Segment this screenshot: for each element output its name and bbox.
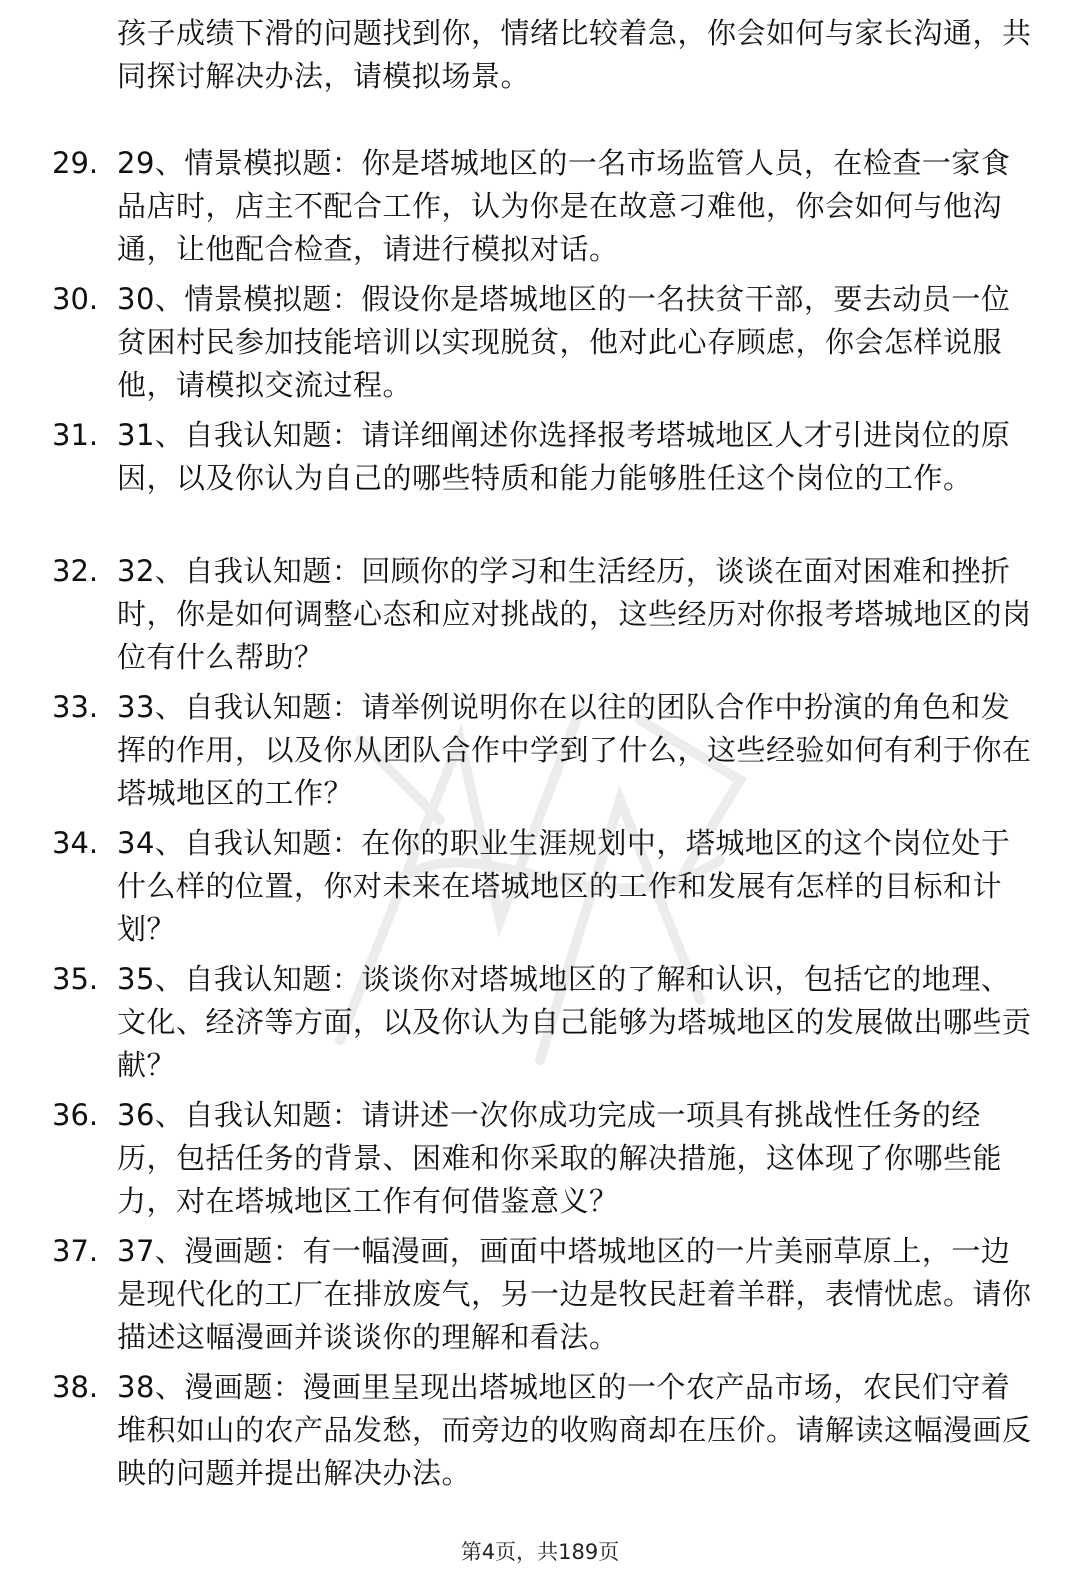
- question-text: 35、自我认知题：谈谈你对塔城地区的了解和认识，包括它的地理、文化、经济等方面，以及你认为自己能够为塔城地区的发展做出哪些贡献？: [117, 962, 1032, 1082]
- question-number: 36.: [52, 1098, 99, 1132]
- question-item: [0, 550, 1080, 686]
- question-number: 31.: [52, 418, 99, 452]
- question-text: 32、自我认知题：回顾你的学习和生活经历，谈谈在面对困难和挫折时，你是如何调整心态和应对挑战的，这些经历对你报考塔城地区的岗位有什么帮助？: [117, 554, 1032, 674]
- question-item: [0, 1366, 1080, 1502]
- question-item: [0, 958, 1080, 1094]
- question-number: 30.: [52, 282, 99, 316]
- question-text: 34、自我认知题：在你的职业生涯规划中，塔城地区的这个岗位处于什么样的位置，你对未来在塔城地区的工作和发展有怎样的目标和计划？: [117, 826, 1011, 946]
- question-text: 36、自我认知题：请讲述一次你成功完成一项具有挑战性任务的经历，包括任务的背景、困难和你采取的解决措施，这体现了你哪些能力，对在塔城地区工作有何借鉴意义？: [117, 1098, 1003, 1218]
- question-number: 29.: [52, 146, 99, 180]
- question-item: [0, 822, 1080, 958]
- question-text: 30、情景模拟题：假设你是塔城地区的一名扶贫干部，要去动员一位贫困村民参加技能培训以实现脱贫，他对此心存顾虑，你会怎样说服他，请模拟交流过程。: [117, 282, 1011, 402]
- question-list: [0, 142, 1080, 1502]
- question-item: [0, 1094, 1080, 1230]
- question-number: 33.: [52, 690, 99, 724]
- question-text: 38、漫画题：漫画里呈现出塔城地区的一个农产品市场，农民们守着堆积如山的农产品发愁，而旁边的收购商却在压价。请解读这幅漫画反映的问题并提出解决办法。: [117, 1370, 1032, 1490]
- question-number: 38.: [52, 1370, 99, 1404]
- question-number: 35.: [52, 962, 99, 996]
- question-text: 29、情景模拟题：你是塔城地区的一名市场监管人员，在检查一家食品店时，店主不配合工作，认为你是在故意刁难他，你会如何与他沟通，让他配合检查，请进行模拟对话。: [117, 146, 1011, 266]
- question-text: 37、漫画题：有一幅漫画，画面中塔城地区的一片美丽草原上，一边是现代化的工厂在排放废气，另一边是牧民赶着羊群，表情忧虑。请你描述这幅漫画并谈谈你的理解和看法。: [117, 1234, 1032, 1354]
- question-text: 31、自我认知题：请详细阐述你选择报考塔城地区人才引进岗位的原因，以及你认为自己的哪些特质和能力能够胜任这个岗位的工作。: [117, 418, 1011, 495]
- question-item: [0, 142, 1080, 278]
- intro-paragraph: 孩子成绩下滑的问题找到你，情绪比较着急，你会如何与家长沟通，共同探讨解决办法，请模拟场景。: [117, 16, 1032, 93]
- question-number: 34.: [52, 826, 99, 860]
- question-text: 33、自我认知题：请举例说明你在以往的团队合作中扮演的角色和发挥的作用，以及你从团队合作中学到了什么，这些经验如何有利于你在塔城地区的工作？: [117, 690, 1032, 810]
- page-footer: 第4页，共189页: [460, 1540, 620, 1564]
- question-item: [0, 1230, 1080, 1366]
- question-item: [0, 414, 1080, 550]
- question-number: 37.: [52, 1234, 99, 1268]
- question-number: 32.: [52, 554, 99, 588]
- question-item: [0, 278, 1080, 414]
- question-item: [0, 686, 1080, 822]
